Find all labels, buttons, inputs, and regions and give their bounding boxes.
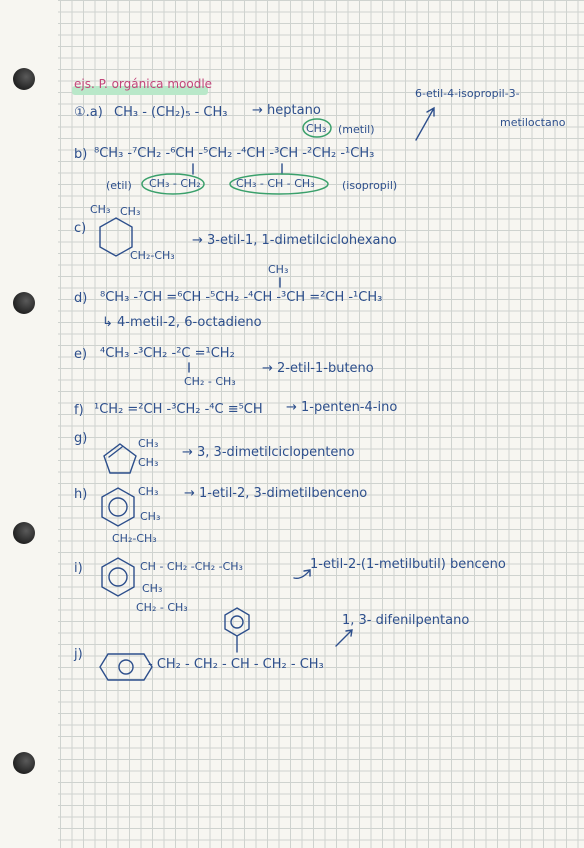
exercise-i-chain: CH - CH₂ -CH₂ -CH₃ (140, 560, 243, 573)
phenyl-substituent (222, 606, 252, 656)
binder-hole (13, 752, 35, 774)
side-note-line1: 6-etil-4-isopropil-3- (415, 87, 520, 100)
exercise-j-label: j) (74, 647, 83, 662)
bond-line (186, 362, 194, 374)
exercise-h-methyl-1: CH₃ (138, 485, 159, 498)
exercise-b-formula: ⁸CH₃ -⁷CH₂ -⁶CH -⁵CH₂ -⁴CH -³CH -²CH₂ -¹CH₃ (94, 146, 375, 161)
exercise-a-answer: → heptano (252, 103, 321, 118)
exercise-a-label: ①.a) (74, 105, 103, 120)
exercise-i-methyl: CH₃ (142, 582, 163, 595)
exercise-h-ethyl: CH₂-CH₃ (112, 532, 157, 545)
exercise-f-answer: → 1-penten-4-ino (286, 400, 398, 415)
exercise-g-methyl-2: CH₃ (138, 456, 159, 469)
exercise-f-label: f) (74, 403, 84, 418)
page-title: ejs. P. orgánica moodle (74, 77, 213, 91)
bond-line (277, 277, 285, 289)
side-note-arrow (414, 104, 444, 144)
exercise-b-etil-group: CH₃ - CH₂ (149, 177, 201, 190)
exercise-c-answer: → 3-etil-1, 1-dimetilciclohexano (192, 233, 397, 248)
exercise-a-note: (metil) (338, 123, 375, 136)
exercise-a-substituent: CH₃ (306, 122, 327, 135)
benzene-ring (98, 556, 138, 600)
exercise-b-isopropyl-note: (isopropil) (342, 179, 398, 192)
page-margin (0, 0, 58, 848)
exercise-c-methyl-2: CH₃ (120, 205, 141, 218)
cyclopentene-ring (100, 442, 140, 476)
exercise-d-substituent: CH₃ (268, 263, 289, 276)
binder-hole (13, 522, 35, 544)
exercise-g-label: g) (74, 431, 88, 446)
exercise-f-formula: ¹CH₂ =²CH -³CH₂ -⁴C ≡⁵CH (94, 402, 263, 417)
exercise-e-label: e) (74, 347, 88, 362)
exercise-a-formula: CH₃ - (CH₂)₅ - CH₃ (114, 105, 228, 120)
answer-arrow (334, 626, 358, 648)
exercise-b-isopropyl-group: CH₃ - CH - CH₃ (236, 177, 315, 190)
exercise-c-methyl-1: CH₃ (90, 203, 111, 216)
exercise-e-answer: → 2-etil-1-buteno (262, 361, 374, 376)
binder-hole (13, 68, 35, 90)
exercise-h-answer: → 1-etil-2, 3-dimetilbenceno (184, 486, 368, 501)
exercise-e-branch: CH₂ - CH₃ (184, 375, 236, 388)
exercise-d-answer: ↳ 4-metil-2, 6-octadieno (102, 315, 262, 330)
exercise-i-answer: 1-etil-2-(1-metilbutil) benceno (310, 557, 506, 572)
phenyl-ring (98, 652, 154, 682)
exercise-b-etil-note: (etil) (106, 179, 132, 192)
exercise-h-methyl-2: CH₃ (140, 510, 161, 523)
benzene-ring (98, 486, 138, 530)
exercise-d-formula: ⁸CH₃ -⁷CH =⁶CH -⁵CH₂ -⁴CH -³CH =²CH -¹CH₃ (100, 290, 383, 305)
exercise-b-label: b) (74, 147, 88, 162)
exercise-i-ethyl: CH₂ - CH₃ (136, 601, 188, 614)
exercise-e-formula: ⁴CH₃ -³CH₂ -²C =¹CH₂ (100, 346, 235, 361)
exercise-c-label: c) (74, 221, 87, 236)
exercise-j-answer: 1, 3- difenilpentano (342, 613, 470, 628)
side-note-line2: metiloctano (500, 116, 566, 129)
exercise-c-ethyl: CH₂-CH₃ (130, 249, 175, 262)
exercise-i-label: i) (74, 561, 83, 576)
exercise-h-label: h) (74, 487, 88, 502)
exercise-j-chain: - CH₂ - CH₂ - CH - CH₂ - CH₃ (148, 657, 324, 672)
exercise-g-answer: → 3, 3-dimetilciclopenteno (182, 445, 355, 460)
exercise-d-label: d) (74, 291, 88, 306)
binder-hole (13, 292, 35, 314)
exercise-g-methyl-1: CH₃ (138, 437, 159, 450)
